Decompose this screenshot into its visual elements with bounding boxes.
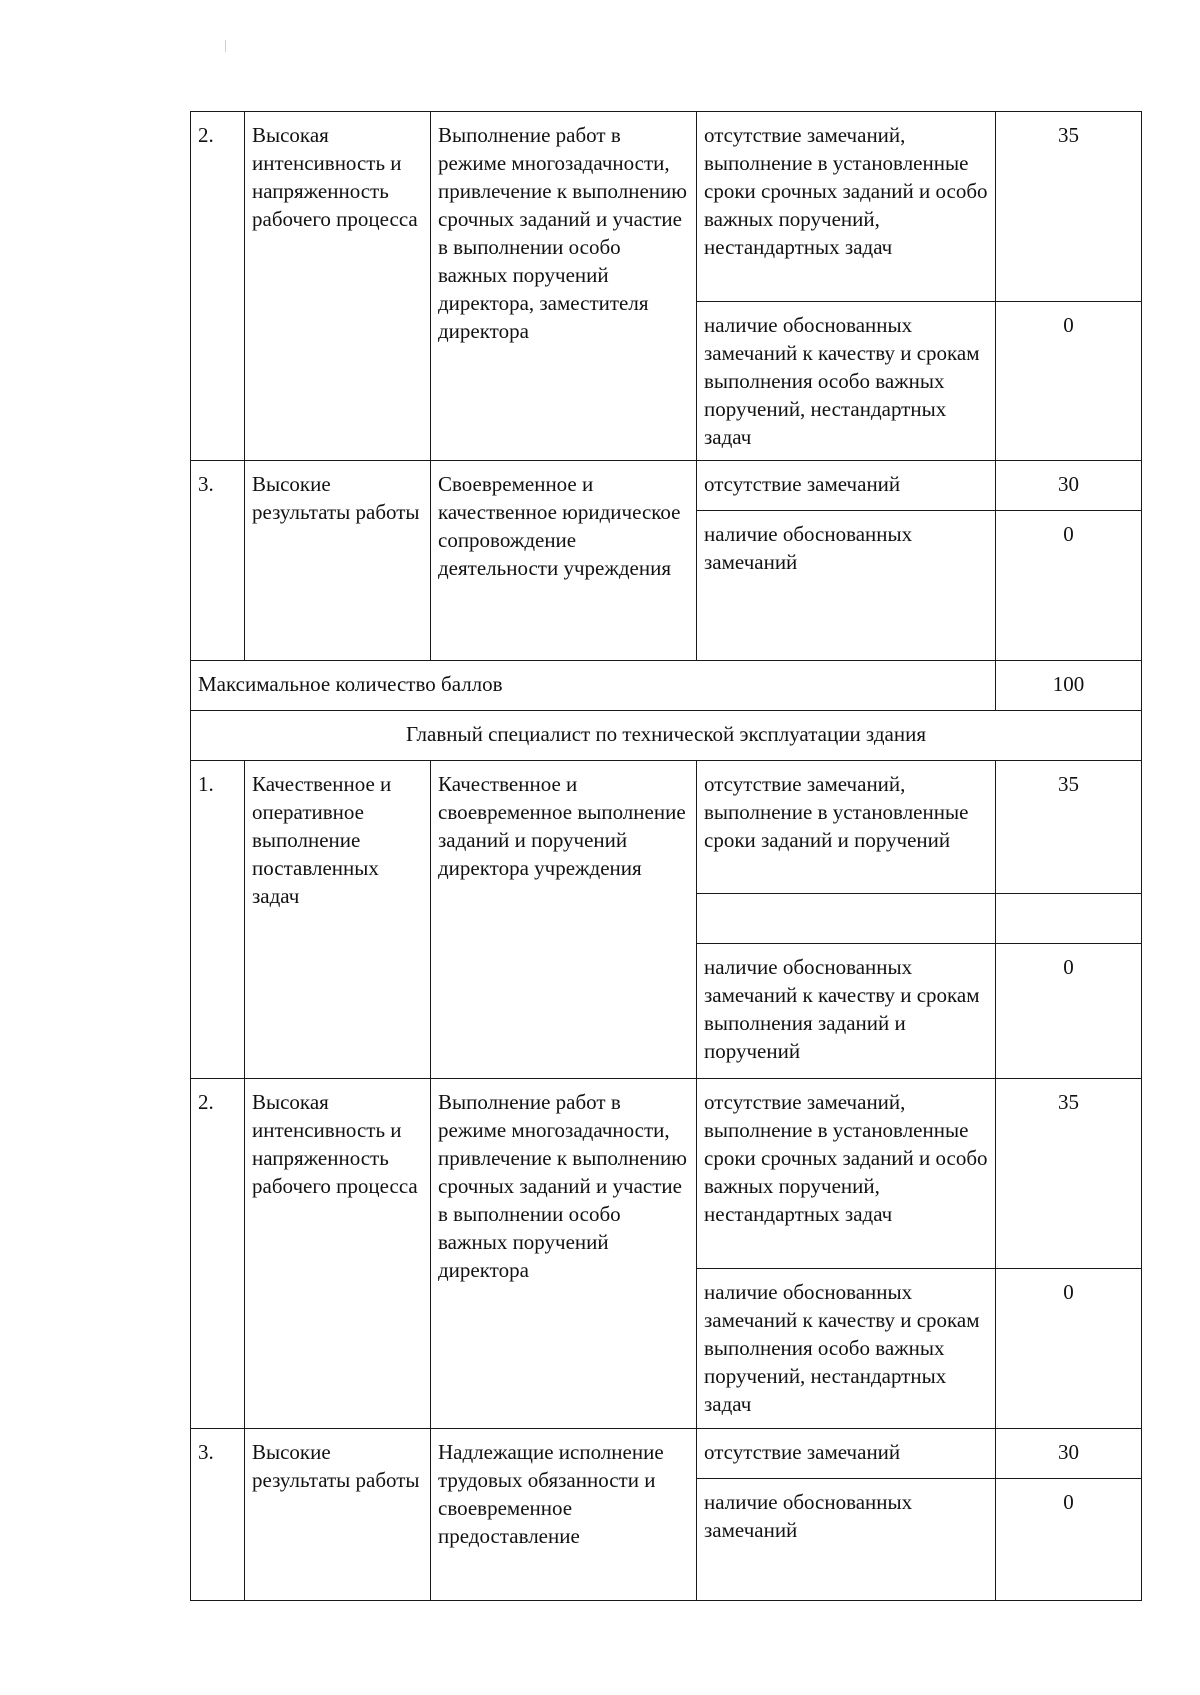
scan-mark (225, 40, 226, 52)
criterion-name: Высокая интенсивность и напряженность рабочего процесса (245, 112, 431, 461)
criterion-indicator: Надлежащие исполнение трудовых обязанности и своевременное предоставление (431, 1429, 697, 1601)
condition-text: отсутствие замечаний, выполнение в установленные сроки заданий и поручений (697, 761, 996, 894)
section-row (191, 711, 1142, 761)
criterion-number: 2. (191, 1079, 245, 1429)
condition-score: 0 (996, 1269, 1142, 1429)
criterion-number: 3. (191, 461, 245, 661)
condition-score: 30 (996, 1429, 1142, 1479)
condition-score: 35 (996, 761, 1142, 894)
condition-score (996, 894, 1142, 944)
criterion-indicator: Выполнение работ в режиме многозадачности, привлечение к выполнению срочных заданий и участие в выполнении особо важных поручений директора, заместителя директора (431, 112, 697, 461)
condition-text (697, 894, 996, 944)
condition-score: 30 (996, 461, 1142, 511)
condition-score: 35 (996, 112, 1142, 302)
criterion-number: 2. (191, 112, 245, 461)
condition-text: наличие обоснованных замечаний к качеству и срокам выполнения особо важных поручений, нестандартных задач (697, 1269, 996, 1429)
table-row (191, 461, 1142, 511)
condition-text: отсутствие замечаний, выполнение в установленные сроки срочных заданий и особо важных поручений, нестандартных задач (697, 112, 996, 302)
total-row (191, 661, 1142, 711)
criterion-indicator: Выполнение работ в режиме многозадачности, привлечение к выполнению срочных заданий и участие в выполнении особо важных поручений директора (431, 1079, 697, 1429)
criterion-name: Высокие результаты работы (245, 461, 431, 661)
criterion-number: 3. (191, 1429, 245, 1601)
table-row (191, 761, 1142, 894)
condition-score: 0 (996, 944, 1142, 1079)
table-row (191, 1429, 1142, 1479)
criterion-indicator: Качественное и своевременное выполнение заданий и поручений директора учреждения (431, 761, 697, 1079)
condition-score: 0 (996, 511, 1142, 661)
condition-score: 35 (996, 1079, 1142, 1269)
criterion-name: Качественное и оперативное выполнение поставленных задач (245, 761, 431, 1079)
condition-score: 0 (996, 1479, 1142, 1601)
max-score-value: 100 (996, 661, 1142, 711)
section-title: Главный специалист по технической эксплуатации здания (191, 711, 1142, 761)
criterion-name: Высокие результаты работы (245, 1429, 431, 1601)
criterion-name: Высокая интенсивность и напряженность рабочего процесса (245, 1079, 431, 1429)
condition-text: отсутствие замечаний (697, 1429, 996, 1479)
condition-score: 0 (996, 302, 1142, 461)
condition-text: наличие обоснованных замечаний (697, 511, 996, 661)
evaluation-criteria-table (190, 111, 1142, 1601)
condition-text: отсутствие замечаний (697, 461, 996, 511)
criterion-number: 1. (191, 761, 245, 1079)
table-row (191, 112, 1142, 302)
max-score-label: Максимальное количество баллов (191, 661, 996, 711)
condition-text: отсутствие замечаний, выполнение в установленные сроки срочных заданий и особо важных поручений, нестандартных задач (697, 1079, 996, 1269)
condition-text: наличие обоснованных замечаний к качеству и срокам выполнения особо важных поручений, нестандартных задач (697, 302, 996, 461)
condition-text: наличие обоснованных замечаний (697, 1479, 996, 1601)
criterion-indicator: Своевременное и качественное юридическое сопровождение деятельности учреждения (431, 461, 697, 661)
condition-text: наличие обоснованных замечаний к качеству и срокам выполнения заданий и поручений (697, 944, 996, 1079)
table-row (191, 1079, 1142, 1269)
